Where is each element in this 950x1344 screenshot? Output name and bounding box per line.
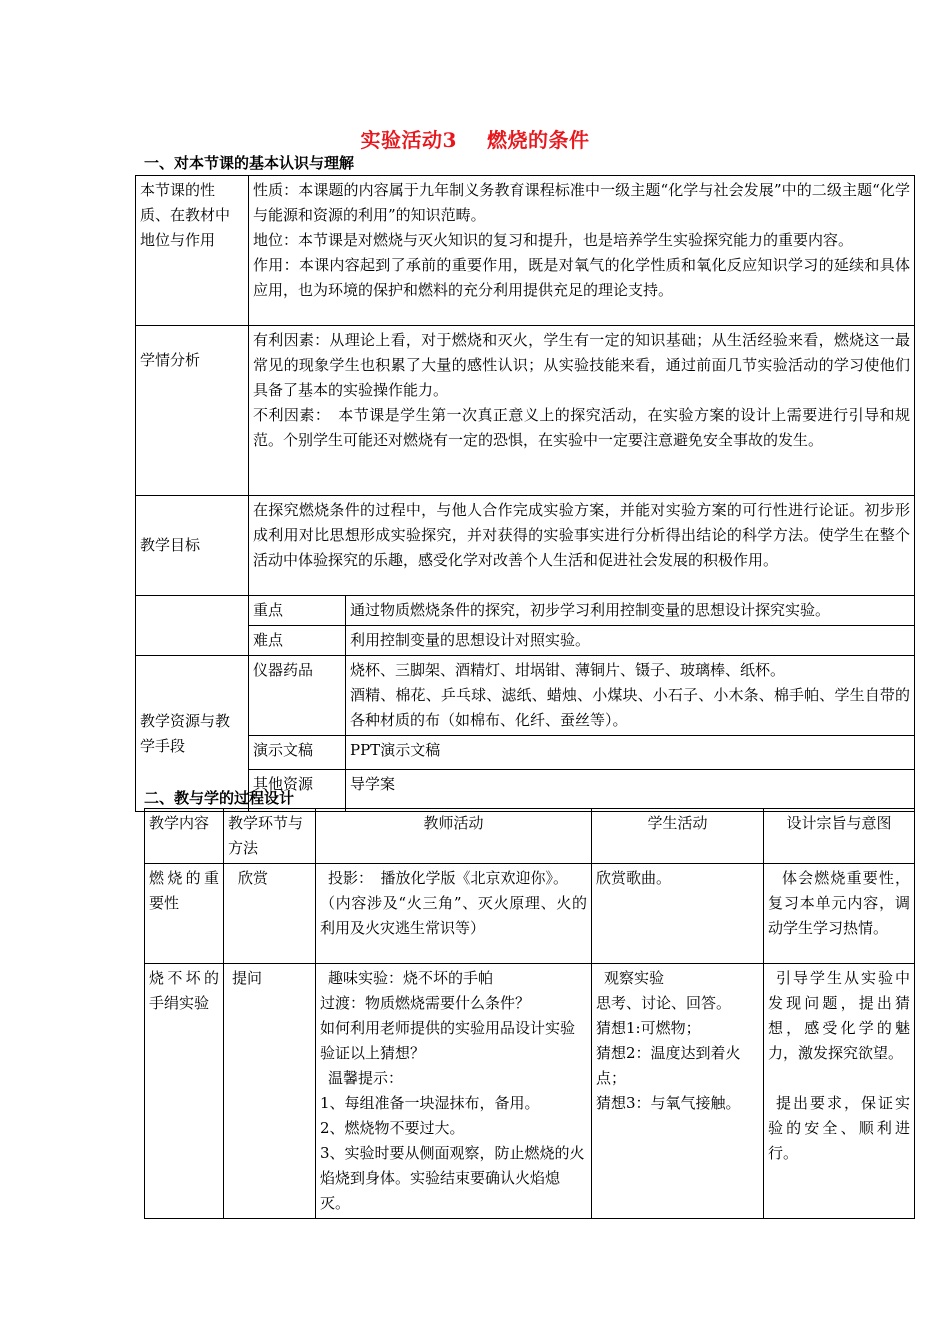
teacher-line: 温馨提示： xyxy=(328,1069,404,1087)
empty-cell xyxy=(136,596,249,656)
teacher-line: 如何利用老师提供的实验用品设计实验验证以上猜想？ xyxy=(320,1019,576,1062)
student-line: 欣赏歌曲。 xyxy=(596,869,672,887)
teacher-line: 过渡：物质燃烧需要什么条件？ xyxy=(320,994,531,1012)
overview-table xyxy=(135,175,915,812)
section1-heading: 一、对本节课的基本认识与理解 xyxy=(144,154,355,172)
page-title: 实验活动3 燃烧的条件 xyxy=(360,128,590,152)
table-row xyxy=(136,626,915,656)
section2-heading: 二、教与学的过程设计 xyxy=(144,789,295,807)
row-label: 教学目标 xyxy=(136,496,249,596)
table-row xyxy=(136,176,915,326)
teacher-line: 1、每组准备一块湿抹布，备用。 xyxy=(320,1094,540,1112)
student-line: 猜想1:可燃物； xyxy=(596,1019,701,1037)
purpose-line: 提出要求，保证实验的安全、顺利进行。 xyxy=(768,1094,910,1162)
analysis-cell xyxy=(249,326,915,496)
header-teacher: 教师活动 xyxy=(316,809,592,864)
role-text: 作用：本课内容起到了承前的重要作用，既是对氧气的化学性质和氧化反应知识学习的延续和具体应用，也为环境的保护和燃料的充分利用提供充足的理论支持。 xyxy=(253,256,911,299)
row-label: 本节课的性质、在教材中地位与作用 xyxy=(136,176,249,326)
nature-text: 性质：本课题的内容属于九年制义务教育课程标准中一级主题“化学与社会发展”中的二级主题“化学与能源和资源的利用”的知识范畴。 xyxy=(253,181,911,224)
table-row xyxy=(136,326,915,496)
other-label: 其他资源 xyxy=(249,770,346,812)
student-cell xyxy=(592,864,764,964)
table-row xyxy=(136,496,915,596)
student-line: 猜想3：与氧气接触。 xyxy=(596,1094,741,1112)
equipment-text: 烧杯、三脚架、酒精灯、坩埚钳、薄铜片、镊子、玻璃棒、纸杯。 xyxy=(350,661,786,679)
content-cell: 烧不坏的手绢实验 xyxy=(145,964,224,1219)
purpose-line xyxy=(768,1066,910,1091)
equipment-label: 仪器药品 xyxy=(249,656,346,736)
student-cell xyxy=(592,964,764,1219)
key-label: 重点 xyxy=(249,596,346,626)
teacher-cell xyxy=(316,964,592,1219)
unfavorable-text: 不利因素： 本节课是学生第一次真正意义上的探究活动，在实验方案的设计上需要进行引导和规范。个别学生可能还对燃烧有一定的恐惧，在实验中一定要注意避免安全事故的发生。 xyxy=(253,406,911,449)
table-header-row xyxy=(145,809,915,864)
content-cell: 燃烧的重要性 xyxy=(145,864,224,964)
other-text: 导学案 xyxy=(346,770,915,812)
student-line: 观察实验 xyxy=(604,969,665,987)
teacher-line: （内容涉及“火三角”、灭火原理、火的利用及火灾逃生常识等） xyxy=(320,894,587,937)
favorable-text: 有利因素：从理论上看，对于燃烧和灭火，学生有一定的知识基础；从生活经验来看，燃烧这一最常见的现象学生也积累了大量的感性认识；从实验技能来看，通过前面几节实验活动的学习使他们具备了基本的实验操作能力。 xyxy=(253,331,911,399)
difficulty-text: 利用控制变量的思想设计对照实验。 xyxy=(346,626,915,656)
materials-text: 酒精、棉花、乒乓球、滤纸、蜡烛、小煤块、小石子、小木条、棉手帕、学生自带的各种材质的布（如棉布、化纤、蚕丝等）。 xyxy=(350,686,911,729)
process-table xyxy=(144,808,915,1219)
difficulty-label: 难点 xyxy=(249,626,346,656)
student-line: 猜想2：温度达到着火点； xyxy=(596,1044,741,1087)
goals-text: 在探究燃烧条件的过程中，与他人合作完成实验方案，并能对实验方案的可行性进行论证。初步形成利用对比思想形成实验探究，并对获得的实验事实进行分析得出结论的科学方法。使学生在整个活动中体验探究的乐趣，感受化学对改善个人生活和促进社会发展的积极作用。 xyxy=(249,496,915,596)
equipment-cell xyxy=(346,656,915,736)
method-cell: 欣赏 xyxy=(224,864,316,964)
row-label: 教学资源与教学手段 xyxy=(136,656,249,812)
teacher-line: 趣味实验：烧不坏的手帕 xyxy=(328,969,494,987)
teacher-line: 投影： 播放化学版《北京欢迎你》。 xyxy=(328,869,569,887)
status-text: 地位：本节课是对燃烧与灭火知识的复习和提升，也是培养学生实验探究能力的重要内容。 xyxy=(253,231,854,249)
row-label: 学情分析 xyxy=(136,326,249,496)
teacher-cell xyxy=(316,864,592,964)
slides-label: 演示文稿 xyxy=(249,736,346,770)
teacher-line: 2、燃烧物不要过大。 xyxy=(320,1119,465,1137)
purpose-cell xyxy=(764,964,915,1219)
header-purpose: 设计宗旨与意图 xyxy=(764,809,915,864)
purpose-cell xyxy=(764,864,915,964)
table-row xyxy=(136,596,915,626)
position-cell xyxy=(249,176,915,326)
slides-text: PPT演示文稿 xyxy=(346,736,915,770)
table-row xyxy=(136,656,915,736)
table-row xyxy=(145,964,915,1219)
table-row xyxy=(145,864,915,964)
header-method: 教学环节与方法 xyxy=(224,809,316,864)
purpose-line: 体会燃烧重要性，复习本单元内容，调动学生学习热情。 xyxy=(768,869,910,937)
header-student: 学生活动 xyxy=(592,809,764,864)
table-row xyxy=(136,736,915,770)
purpose-line: 引导学生从实验中发现问题，提出猜想，感受化学的魅力，激发探究欲望。 xyxy=(768,969,910,1062)
method-cell: 提问 xyxy=(224,964,316,1219)
student-line: 思考、讨论、回答。 xyxy=(596,994,732,1012)
key-text: 通过物质燃烧条件的探究，初步学习利用控制变量的思想设计探究实验。 xyxy=(346,596,915,626)
header-content: 教学内容 xyxy=(145,809,224,864)
teacher-line: 3、实验时要从侧面观察，防止燃烧的火焰烧到身体。实验结束要确认火焰熄灭。 xyxy=(320,1144,585,1212)
